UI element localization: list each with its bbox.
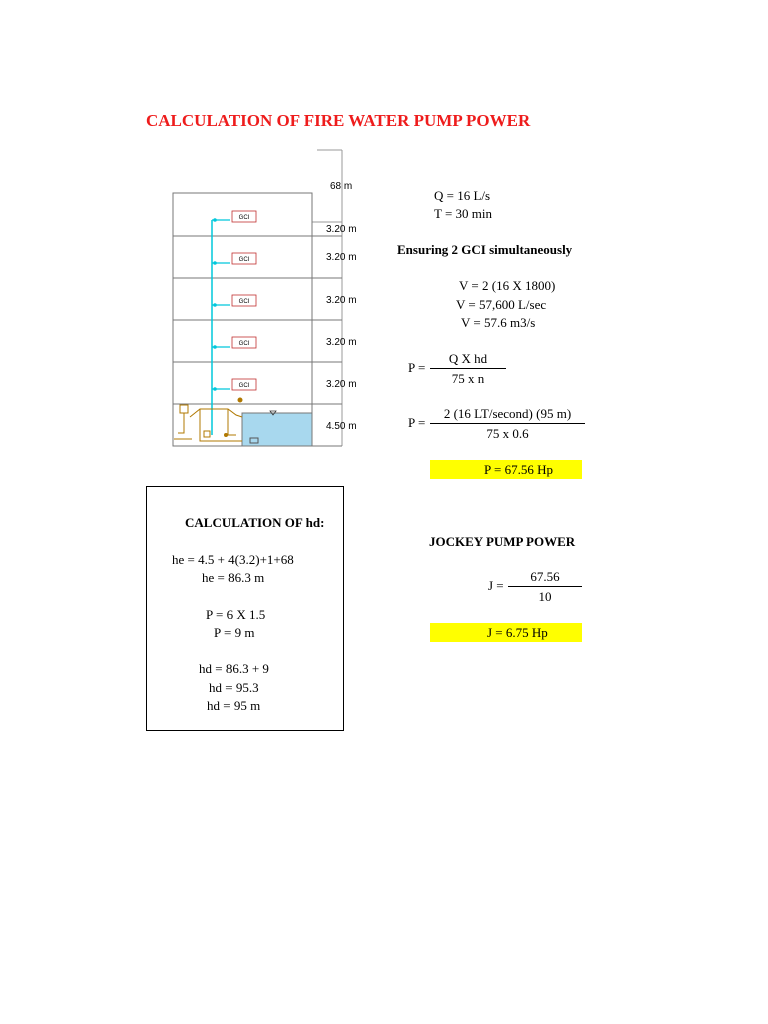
hd-line: he = 4.5 + 4(3.2)+1+68 [172,552,294,567]
dimension-label: 3.20 m [326,295,357,306]
fraction-bar [508,586,582,587]
gci-label: GCI [238,341,250,347]
building-diagram [140,145,370,455]
page-title: CALCULATION OF FIRE WATER PUMP POWER [146,111,531,130]
volume-line-3: V = 57.6 m3/s [461,315,536,330]
power-prefix-2: P = [408,415,426,430]
power-prefix: P = [408,360,426,375]
power-result: P = 67.56 Hp [484,462,553,477]
dimension-label: 68 m [330,181,353,192]
simultaneous-heading: Ensuring 2 GCI simultaneously [397,242,573,257]
jockey-denominator: 10 [538,589,552,604]
gci-label: GCI [238,215,250,221]
dimension-label: 3.20 m [326,337,357,348]
jockey-prefix: J = [488,578,504,593]
water-tank [242,413,312,446]
gci-label: GCI [238,257,250,263]
hd-line: hd = 95.3 [209,680,259,695]
time: T = 30 min [434,206,493,221]
gci-label: GCI [238,299,250,305]
calc-numerator: 2 (16 LT/second) (95 m) [443,406,572,421]
dimension-label: 4.50 m [326,421,357,432]
dimension-label: 3.20 m [326,379,357,390]
hd-line: P = 6 X 1.5 [206,607,266,622]
dimension-label: 3.20 m [326,224,357,235]
calc-denominator: 75 x 0.6 [486,426,529,441]
dimension-label: 3.20 m [326,252,357,263]
formula-numerator: Q X hd [448,351,488,366]
fraction-bar [430,368,506,369]
jockey-heading: JOCKEY PUMP POWER [429,534,576,549]
formula-denominator: 75 x n [451,371,485,386]
jockey-result: J = 6.75 Hp [487,625,548,640]
hd-line: he = 86.3 m [202,570,265,585]
hd-heading: CALCULATION OF hd: [185,515,325,530]
flow-rate: Q = 16 L/s [434,188,491,203]
fraction-bar [430,423,585,424]
hd-line: hd = 86.3 + 9 [199,661,269,676]
gci-label: GCI [238,383,250,389]
jockey-numerator: 67.56 [530,569,560,584]
hd-line: P = 9 m [214,625,255,640]
hd-line: hd = 95 m [207,698,261,713]
volume-line-2: V = 57,600 L/sec [456,297,547,312]
volume-line-1: V = 2 (16 X 1800) [459,278,556,293]
